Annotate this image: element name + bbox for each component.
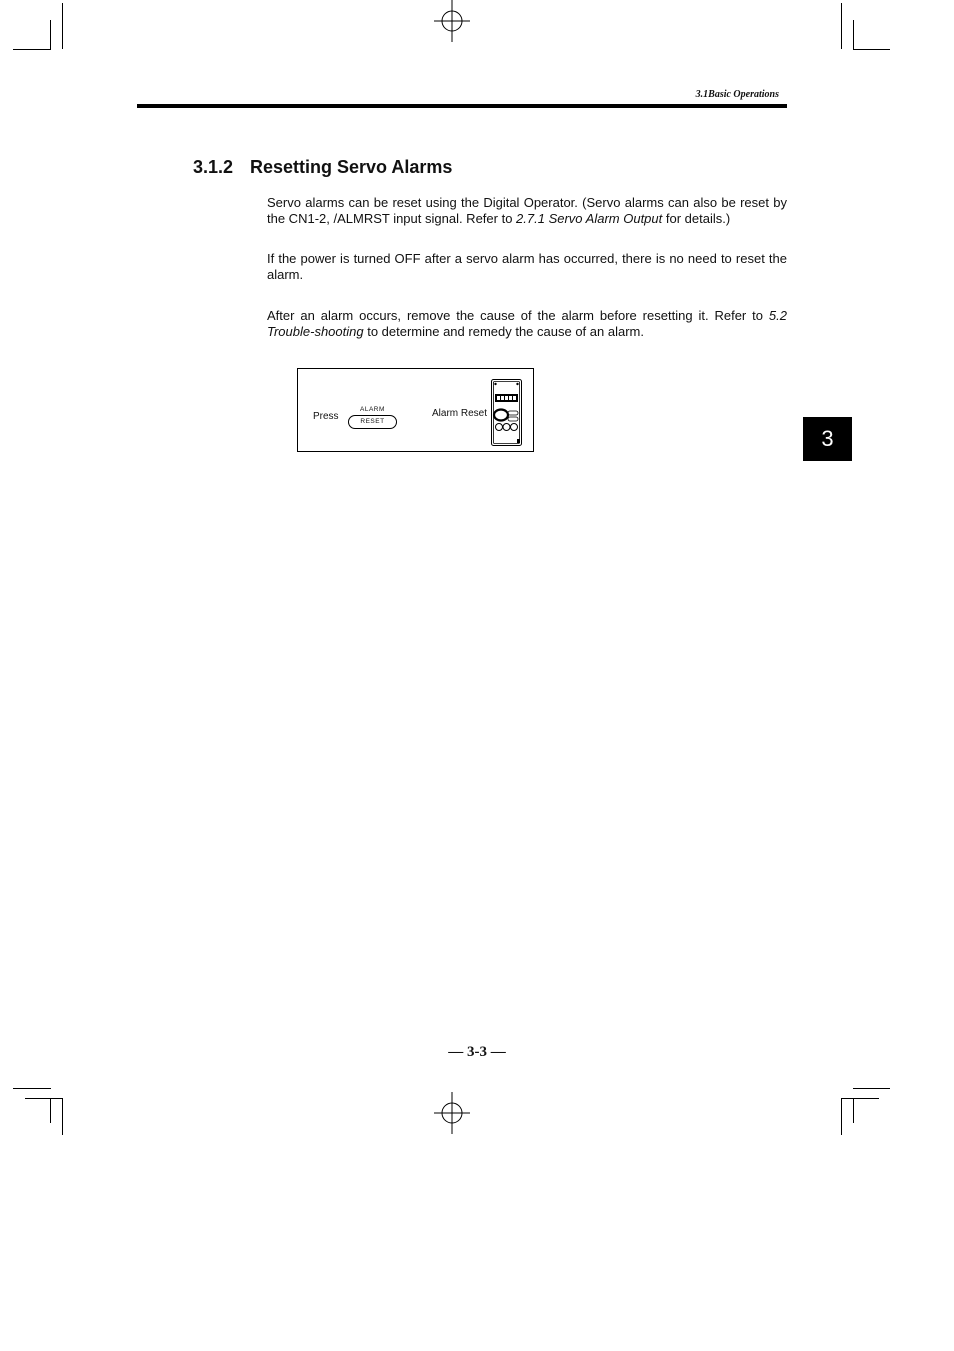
page-number: — 3-3 — [448,1044,506,1060]
alarm-key-label: ALARM [360,406,385,413]
running-head: 3.1Basic Operations [695,89,779,100]
press-label: Press [313,411,339,422]
alarm-reset-key[interactable]: RESET [348,415,397,429]
registration-mark-top [432,0,472,42]
digital-operator-icon [491,379,522,446]
alarm-reset-figure [297,368,534,452]
paragraph-reset-method: Servo alarms can be reset using the Digital Operator. (Servo alarms can also be reset by the CN1-2, /ALMRST input signal. Refer to 2.7.1 Servo Alarm Output for details.) [267,195,787,226]
section-title [193,157,452,178]
alarm-reset-label: Alarm Reset [432,408,488,419]
header-rule [137,104,787,108]
section-number: 3.1.2 [193,157,234,177]
paragraph-power-off: If the power is turned OFF after a servo alarm has occurred, there is no need to reset the alarm. [267,251,787,282]
paragraph-remove-cause: After an alarm occurs, remove the cause of the alarm before resetting it. Refer to 5.2 Trouble-shooting to determine and remedy the cause of an alarm. [267,308,787,339]
cross-reference-servo-alarm-output[interactable]: 2.7.1 Servo Alarm Output [516,211,663,226]
cross-reference-troubleshooting[interactable]: 5.2 Trouble-shooting [267,308,787,339]
section-title-text: Resetting Servo Alarms [250,157,453,177]
registration-mark-bottom [432,1092,472,1134]
chapter-tab: 3 [803,417,852,461]
